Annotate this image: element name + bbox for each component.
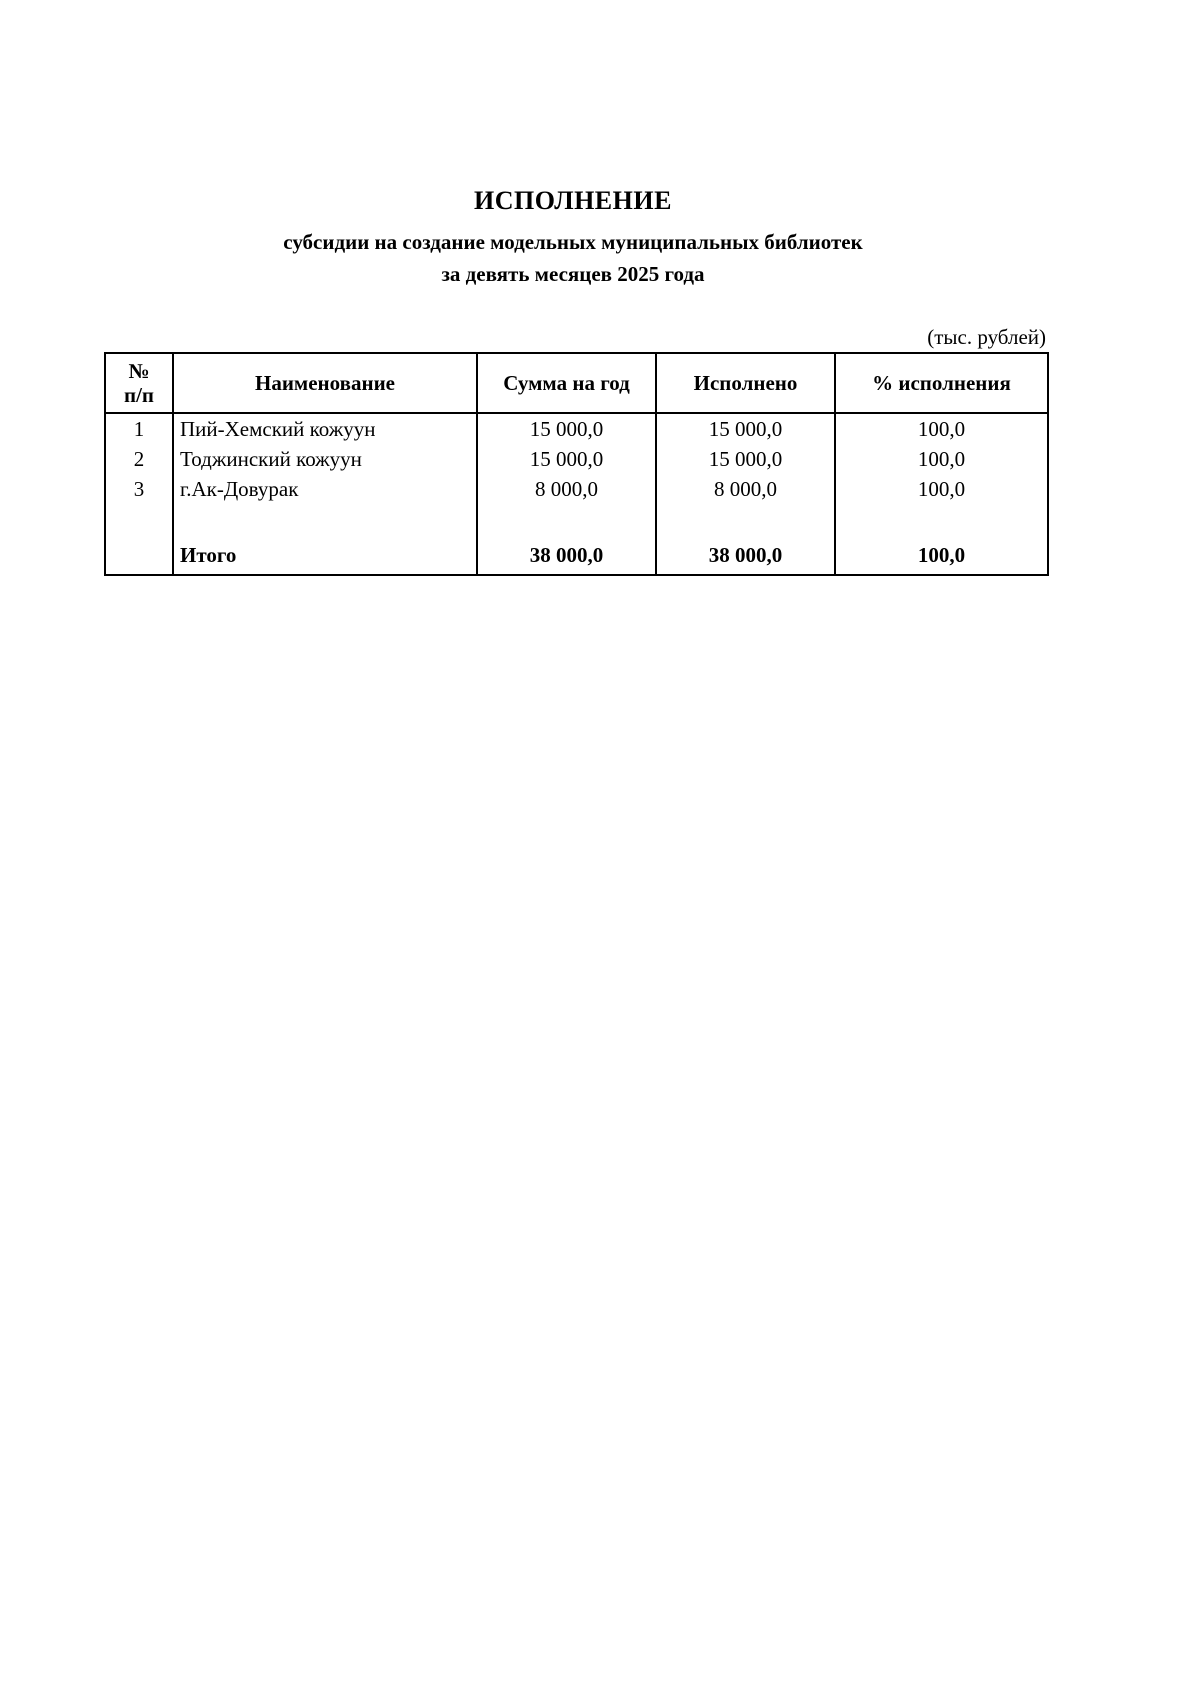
- total-plan: 38 000,0: [477, 536, 656, 575]
- execution-table: [104, 352, 1049, 576]
- row-name: Пий-Хемский кожуун: [173, 413, 477, 444]
- spacer-cell: [835, 504, 1048, 536]
- spacer-cell: [656, 504, 835, 536]
- row-done: 8 000,0: [656, 474, 835, 504]
- header-percent: % исполнения: [835, 353, 1048, 413]
- table-header-row: [105, 353, 1048, 413]
- row-num: 3: [105, 474, 173, 504]
- row-percent: 100,0: [835, 444, 1048, 474]
- row-name: г.Ак-Довурак: [173, 474, 477, 504]
- table-total-row: [105, 536, 1048, 575]
- row-name: Тоджинский кожуун: [173, 444, 477, 474]
- table-row: [105, 413, 1048, 444]
- header-name: Наименование: [173, 353, 477, 413]
- header-num: [105, 353, 173, 413]
- row-plan: 15 000,0: [477, 413, 656, 444]
- table-row: [105, 474, 1048, 504]
- subtitle-line-2: за девять месяцев 2025 года: [441, 262, 705, 286]
- row-num: 1: [105, 413, 173, 444]
- header-done: Исполнено: [656, 353, 835, 413]
- header-num-symbol: №: [128, 359, 150, 383]
- table-spacer-row: [105, 504, 1048, 536]
- page-title: ИСПОЛНЕНИЕ: [474, 186, 672, 215]
- row-percent: 100,0: [835, 413, 1048, 444]
- row-done: 15 000,0: [656, 444, 835, 474]
- row-done: 15 000,0: [656, 413, 835, 444]
- total-name: Итого: [173, 536, 477, 575]
- spacer-cell: [477, 504, 656, 536]
- row-plan: 15 000,0: [477, 444, 656, 474]
- spacer-cell: [173, 504, 477, 536]
- table-row: [105, 444, 1048, 474]
- total-done: 38 000,0: [656, 536, 835, 575]
- spacer-cell: [105, 504, 173, 536]
- total-percent: 100,0: [835, 536, 1048, 575]
- row-percent: 100,0: [835, 474, 1048, 504]
- header-num-label: п/п: [123, 383, 155, 407]
- units-note: (тыс. рублей): [927, 325, 1046, 349]
- row-num: 2: [105, 444, 173, 474]
- subtitle-line-1: субсидии на создание модельных муниципальных библиотек: [283, 230, 863, 254]
- total-num: [105, 536, 173, 575]
- row-plan: 8 000,0: [477, 474, 656, 504]
- header-plan: Сумма на год: [477, 353, 656, 413]
